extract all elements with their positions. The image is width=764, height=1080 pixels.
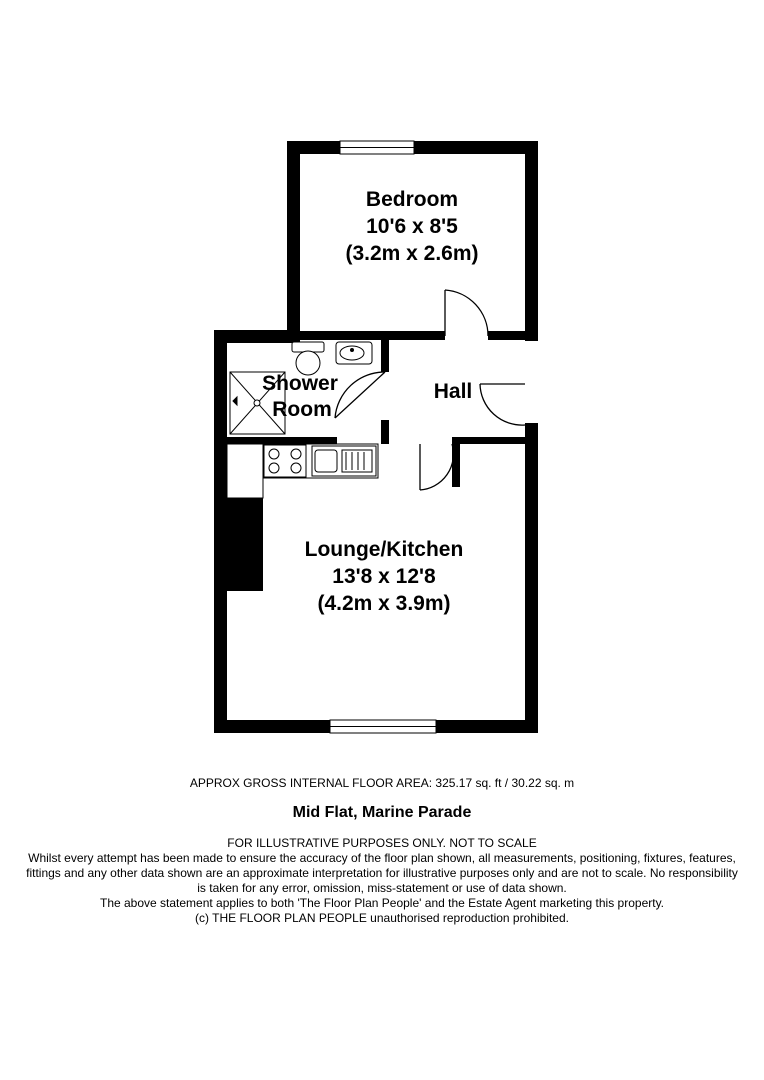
disclaimer-line: is taken for any error, omission, miss-statement or use of data shown. [197,881,567,895]
disclaimer-line: Whilst every attempt has been made to ensure the accuracy of the floor plan shown, all measurements, positioning, fixtures, features, [28,851,736,865]
property-title: Mid Flat, Marine Parade [292,804,472,821]
disclaimer-line: (c) THE FLOOR PLAN PEOPLE unauthorised reproduction prohibited. [195,911,569,925]
disclaimer-line: The above statement applies to both 'The Floor Plan People' and the Estate Agent marketing this property. [99,896,665,910]
shower-room-line2: Room [272,398,332,421]
shower-room-line1: Shower [262,372,338,395]
toilet [292,342,324,375]
disclaimer [0,836,764,926]
disclaimer-line: fittings and any other data shown are an approximate interpretation for illustrative purposes only and are not to scale. No responsibility [26,866,738,880]
hob [264,445,306,477]
basin [336,342,372,364]
lounge-kitchen-metric: (4.2m x 3.9m) [317,592,451,615]
hall-name: Hall [433,380,473,403]
floor-area: APPROX GROSS INTERNAL FLOOR AREA: 325.17 sq. ft / 30.22 sq. m [189,776,575,790]
lounge-kitchen-name: Lounge/Kitchen [304,538,464,561]
bedroom-metric: (3.2m x 2.6m) [345,242,479,265]
bedroom-imperial: 10'6 x 8'5 [366,215,458,238]
bedroom-name: Bedroom [365,188,459,211]
lounge-kitchen-imperial: 13'8 x 12'8 [332,565,436,588]
disclaimer-line: FOR ILLUSTRATIVE PURPOSES ONLY. NOT TO SCALE [227,836,537,850]
